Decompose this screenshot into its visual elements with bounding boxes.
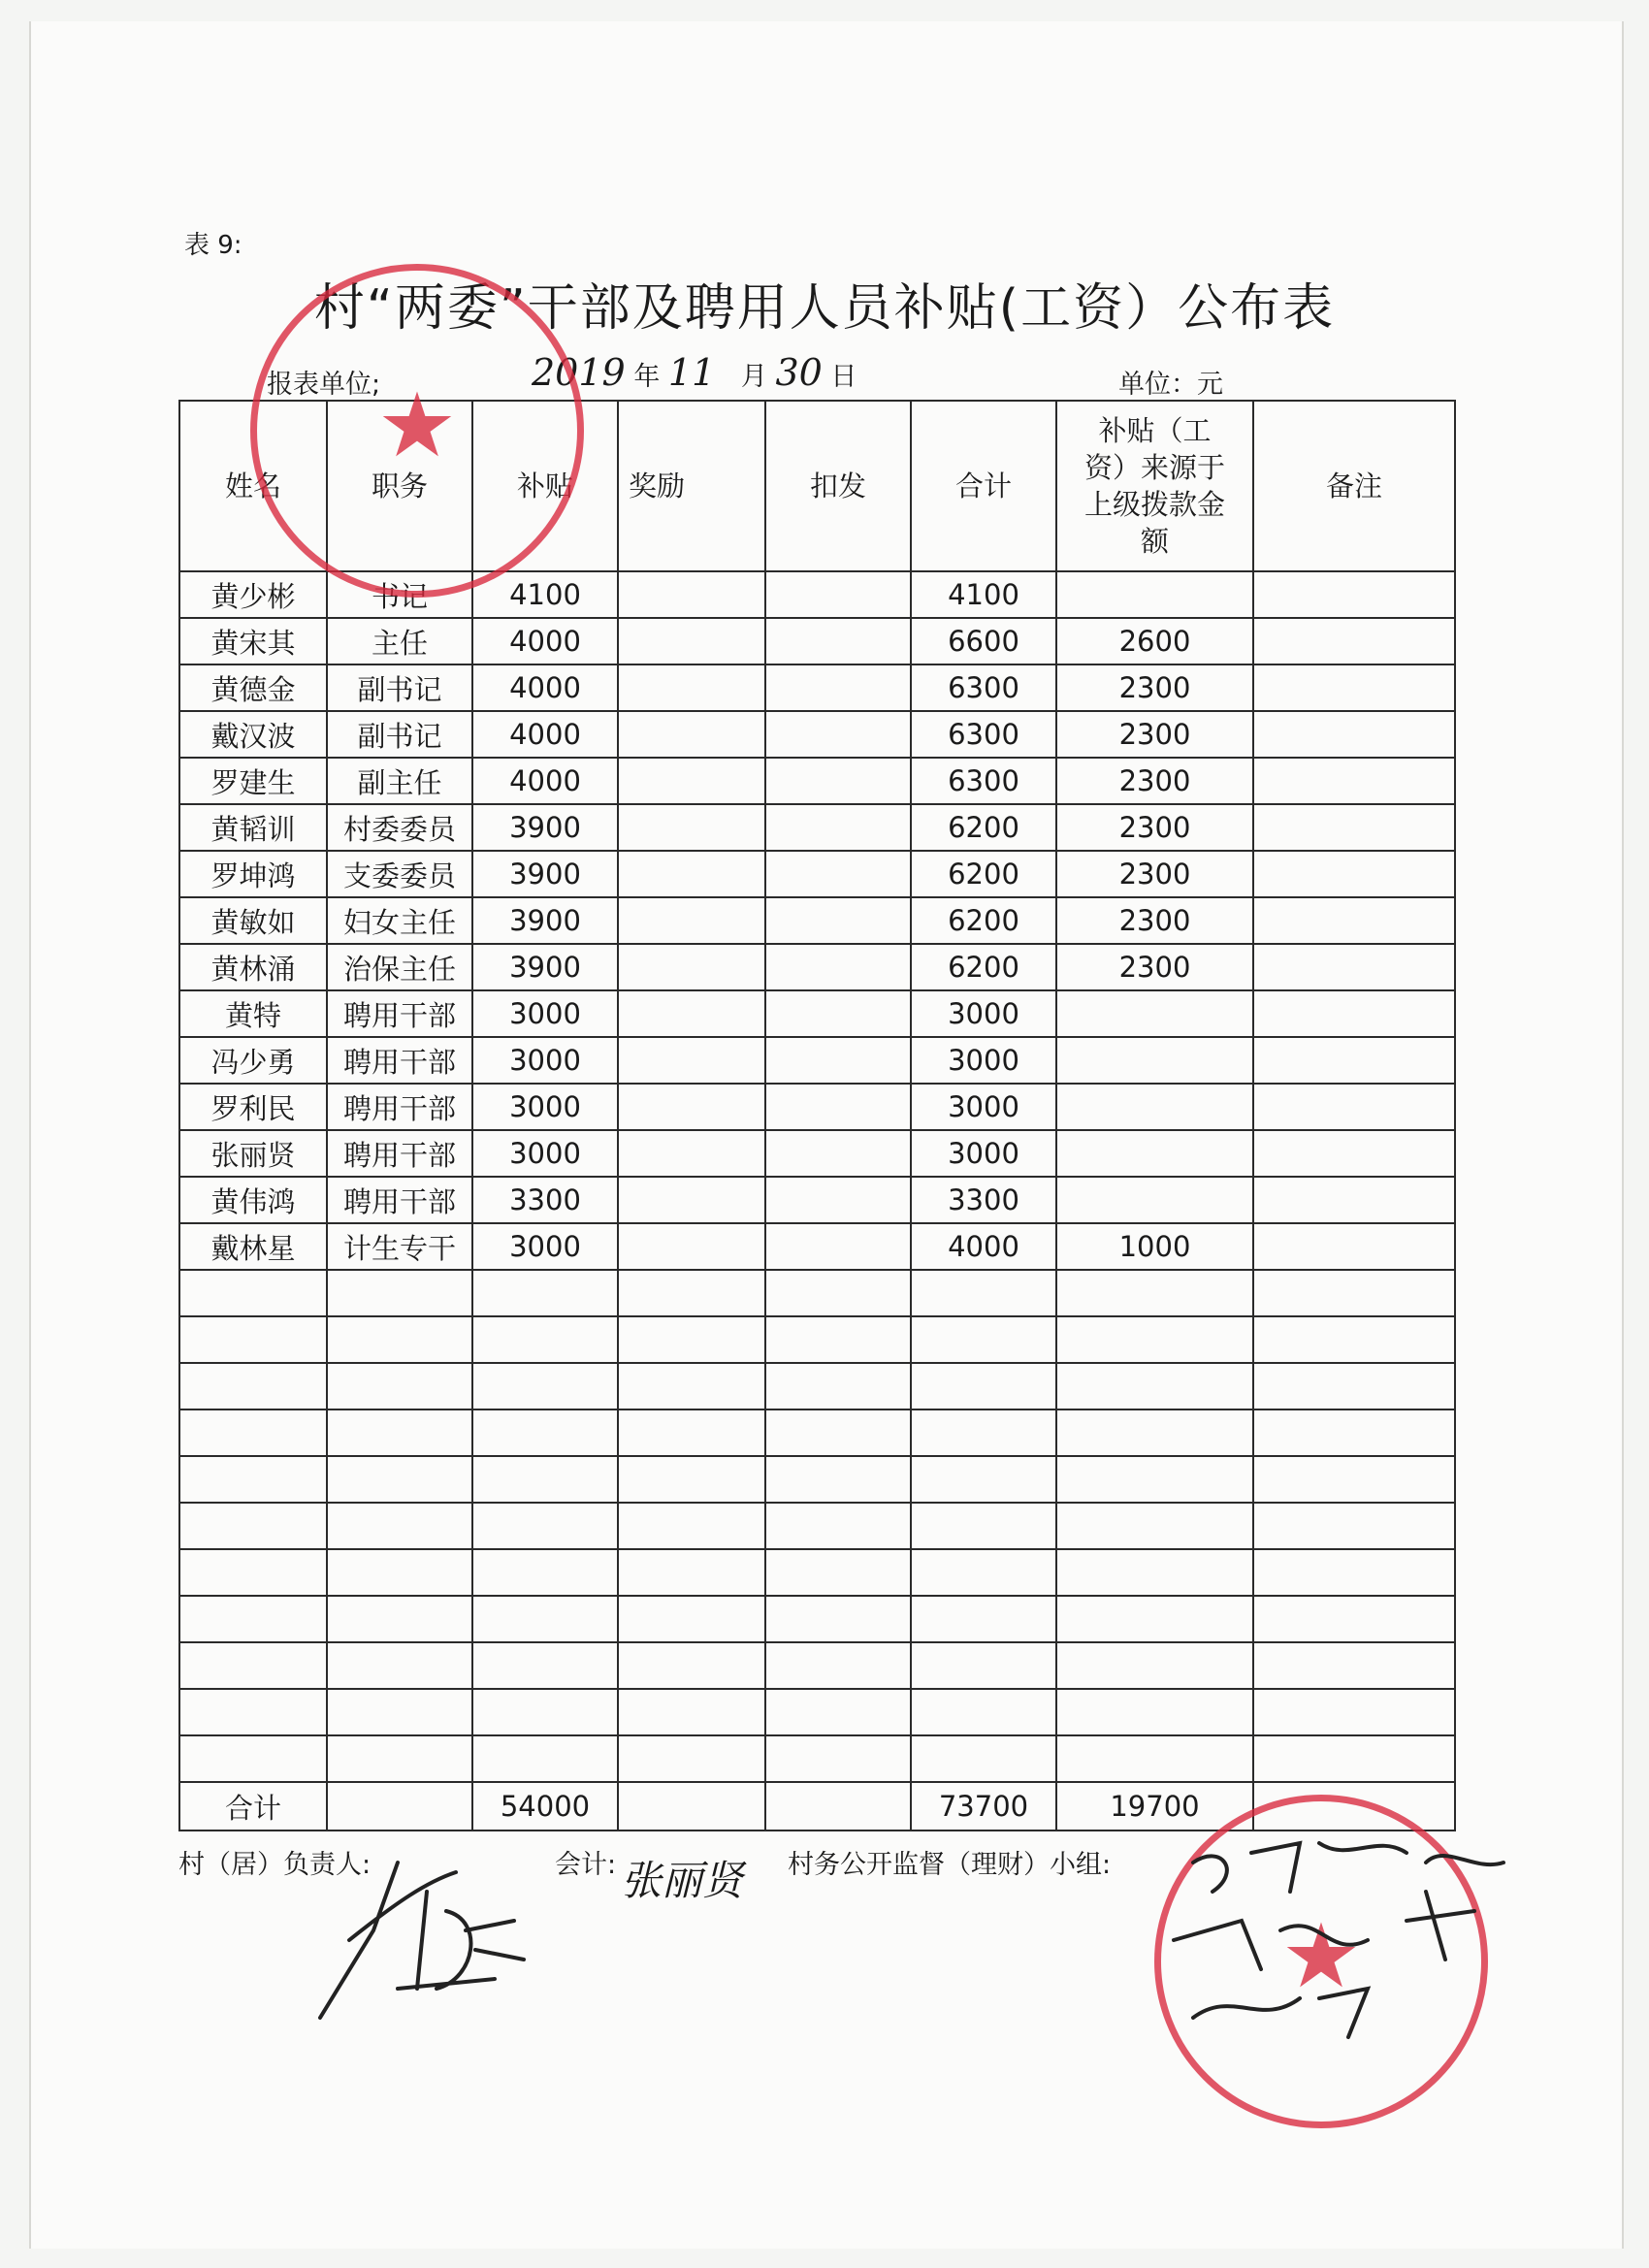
cell-deduct: [765, 571, 911, 618]
cell-deduct: [765, 711, 911, 758]
cell-upper-funding: [1056, 1130, 1253, 1177]
cell-upper-funding: 2300: [1056, 851, 1253, 897]
empty-cell: [179, 1270, 327, 1316]
cell-name: 黄宋其: [179, 618, 327, 664]
cell-subsidy: 3900: [472, 804, 618, 851]
table-row: [179, 804, 1455, 851]
cell-reward: [618, 1177, 765, 1223]
cell-upper-funding: 2300: [1056, 664, 1253, 711]
cell-role: 副书记: [327, 664, 472, 711]
cell-total: 4100: [911, 571, 1056, 618]
date-year-label: 年: [633, 362, 661, 392]
col-header-subsidy: 补贴: [472, 401, 618, 571]
cell-total: 3000: [911, 990, 1056, 1037]
cell-name: 戴林星: [179, 1223, 327, 1270]
empty-cell: [618, 1456, 765, 1503]
cell-total: 6200: [911, 804, 1056, 851]
empty-cell: [1056, 1735, 1253, 1782]
empty-cell: [1253, 1503, 1455, 1549]
cell-subsidy: 3300: [472, 1177, 618, 1223]
empty-cell: [327, 1456, 472, 1503]
empty-cell: [765, 1363, 911, 1409]
cell-note: [1253, 851, 1455, 897]
empty-cell: [1253, 1689, 1455, 1735]
cell-name: 黄敏如: [179, 897, 327, 944]
table-row: [179, 618, 1455, 664]
empty-cell: [1253, 1735, 1455, 1782]
cell-subsidy: 4000: [472, 711, 618, 758]
empty-row: [179, 1503, 1455, 1549]
cell-note: [1253, 944, 1455, 990]
date-day-label: 日: [830, 362, 857, 392]
empty-cell: [472, 1735, 618, 1782]
cell-upper-funding: 2600: [1056, 618, 1253, 664]
cell-role: 书记: [327, 571, 472, 618]
totals-upper-funding: 19700: [1056, 1782, 1253, 1831]
cell-deduct: [765, 897, 911, 944]
cell-reward: [618, 571, 765, 618]
cell-reward: [618, 897, 765, 944]
cell-reward: [618, 711, 765, 758]
empty-cell: [1056, 1689, 1253, 1735]
empty-cell: [618, 1363, 765, 1409]
cell-name: 黄林涌: [179, 944, 327, 990]
empty-cell: [472, 1549, 618, 1596]
col-header-upper-funding: 补贴（工资）来源于上级拨款金额: [1056, 401, 1253, 571]
cell-subsidy: 4000: [472, 758, 618, 804]
cell-reward: [618, 851, 765, 897]
empty-cell: [618, 1596, 765, 1642]
empty-cell: [1253, 1596, 1455, 1642]
cell-subsidy: 3900: [472, 851, 618, 897]
empty-cell: [1056, 1596, 1253, 1642]
cell-reward: [618, 990, 765, 1037]
seal-star-icon: ★: [1280, 1904, 1362, 2009]
cell-note: [1253, 758, 1455, 804]
cell-name: 黄韬训: [179, 804, 327, 851]
cell-name: 黄少彬: [179, 571, 327, 618]
table-row: [179, 1037, 1455, 1084]
cell-reward: [618, 1130, 765, 1177]
cell-note: [1253, 897, 1455, 944]
empty-row: [179, 1596, 1455, 1642]
totals-total: 73700: [911, 1782, 1056, 1831]
cell-total: 6600: [911, 618, 1056, 664]
cell-total: 6200: [911, 944, 1056, 990]
cell-total: 6200: [911, 851, 1056, 897]
empty-cell: [618, 1316, 765, 1363]
cell-upper-funding: 2300: [1056, 944, 1253, 990]
empty-cell: [472, 1642, 618, 1689]
empty-cell: [765, 1456, 911, 1503]
empty-cell: [1253, 1363, 1455, 1409]
empty-row: [179, 1549, 1455, 1596]
empty-cell: [765, 1735, 911, 1782]
empty-cell: [1056, 1642, 1253, 1689]
table-row: [179, 990, 1455, 1037]
cell-subsidy: 3000: [472, 1130, 618, 1177]
date-day: 30: [775, 351, 823, 394]
empty-cell: [1056, 1456, 1253, 1503]
empty-cell: [179, 1456, 327, 1503]
empty-cell: [765, 1316, 911, 1363]
empty-row: [179, 1316, 1455, 1363]
empty-cell: [618, 1735, 765, 1782]
empty-row: [179, 1270, 1455, 1316]
empty-cell: [1253, 1549, 1455, 1596]
cell-role: 治保主任: [327, 944, 472, 990]
empty-cell: [472, 1363, 618, 1409]
cell-upper-funding: [1056, 1177, 1253, 1223]
empty-cell: [911, 1642, 1056, 1689]
cell-reward: [618, 664, 765, 711]
cell-subsidy: 4100: [472, 571, 618, 618]
cell-total: 6200: [911, 897, 1056, 944]
cell-role: 副书记: [327, 711, 472, 758]
village-head-signature: [281, 1824, 534, 2037]
empty-cell: [618, 1409, 765, 1456]
cell-note: [1253, 571, 1455, 618]
cell-subsidy: 4000: [472, 618, 618, 664]
empty-cell: [1253, 1642, 1455, 1689]
empty-cell: [179, 1596, 327, 1642]
cell-total: 6300: [911, 711, 1056, 758]
empty-cell: [472, 1270, 618, 1316]
cell-upper-funding: [1056, 571, 1253, 618]
empty-cell: [1056, 1316, 1253, 1363]
empty-cell: [472, 1689, 618, 1735]
empty-cell: [911, 1409, 1056, 1456]
empty-cell: [327, 1642, 472, 1689]
col-header-reward: 奖励: [618, 401, 765, 571]
cell-reward: [618, 1037, 765, 1084]
accountant-label: 会计:: [555, 1850, 617, 1880]
cell-name: 黄伟鸿: [179, 1177, 327, 1223]
cell-note: [1253, 711, 1455, 758]
supervision-label: 村务公开监督（理财）小组:: [788, 1850, 1112, 1880]
cell-reward: [618, 804, 765, 851]
cell-note: [1253, 1223, 1455, 1270]
empty-cell: [765, 1270, 911, 1316]
empty-cell: [179, 1689, 327, 1735]
empty-row: [179, 1642, 1455, 1689]
cell-name: 罗建生: [179, 758, 327, 804]
empty-cell: [472, 1503, 618, 1549]
totals-label: 合计: [179, 1782, 327, 1831]
empty-cell: [327, 1409, 472, 1456]
cell-subsidy: 4000: [472, 664, 618, 711]
empty-cell: [327, 1316, 472, 1363]
cell-deduct: [765, 758, 911, 804]
empty-cell: [472, 1409, 618, 1456]
cell-subsidy: 3000: [472, 990, 618, 1037]
empty-row: [179, 1456, 1455, 1503]
empty-cell: [327, 1503, 472, 1549]
cell-upper-funding: 2300: [1056, 804, 1253, 851]
empty-cell: [179, 1409, 327, 1456]
empty-cell: [911, 1363, 1056, 1409]
col-header-role: 职务: [327, 401, 472, 571]
cell-reward: [618, 618, 765, 664]
empty-cell: [618, 1270, 765, 1316]
empty-row: [179, 1735, 1455, 1782]
table-row: [179, 1223, 1455, 1270]
empty-cell: [618, 1689, 765, 1735]
empty-cell: [911, 1689, 1056, 1735]
table-row: [179, 758, 1455, 804]
cell-deduct: [765, 1084, 911, 1130]
empty-cell: [911, 1503, 1056, 1549]
empty-cell: [765, 1596, 911, 1642]
cell-deduct: [765, 664, 911, 711]
empty-cell: [179, 1735, 327, 1782]
empty-row: [179, 1363, 1455, 1409]
cell-subsidy: 3900: [472, 897, 618, 944]
cell-name: 黄德金: [179, 664, 327, 711]
empty-cell: [911, 1316, 1056, 1363]
cell-role: 聘用干部: [327, 990, 472, 1037]
date-month: 11: [667, 351, 716, 394]
cell-name: 张丽贤: [179, 1130, 327, 1177]
empty-cell: [1253, 1456, 1455, 1503]
cell-note: [1253, 1130, 1455, 1177]
empty-cell: [1056, 1503, 1253, 1549]
cell-note: [1253, 990, 1455, 1037]
empty-cell: [327, 1596, 472, 1642]
supervision-signatures: [1154, 1804, 1542, 2047]
cell-upper-funding: 2300: [1056, 711, 1253, 758]
table-row: [179, 1084, 1455, 1130]
cell-reward: [618, 1084, 765, 1130]
cell-deduct: [765, 1177, 911, 1223]
empty-cell: [618, 1549, 765, 1596]
cell-total: 3000: [911, 1130, 1056, 1177]
cell-deduct: [765, 851, 911, 897]
cell-role: 妇女主任: [327, 897, 472, 944]
cell-note: [1253, 618, 1455, 664]
cell-role: 聘用干部: [327, 1177, 472, 1223]
empty-cell: [327, 1689, 472, 1735]
cell-name: 罗利民: [179, 1084, 327, 1130]
page-title: 村“两委”干部及聘用人员补贴(工资）公布表: [313, 279, 1336, 338]
table-row: [179, 664, 1455, 711]
date-year: 2019: [532, 351, 626, 394]
cell-total: 3000: [911, 1084, 1056, 1130]
cell-name: 黄特: [179, 990, 327, 1037]
empty-cell: [327, 1735, 472, 1782]
empty-cell: [765, 1642, 911, 1689]
empty-cell: [911, 1270, 1056, 1316]
empty-cell: [765, 1409, 911, 1456]
empty-cell: [472, 1316, 618, 1363]
empty-cell: [1056, 1363, 1253, 1409]
cell-upper-funding: [1056, 990, 1253, 1037]
empty-cell: [472, 1456, 618, 1503]
empty-cell: [179, 1549, 327, 1596]
empty-cell: [1056, 1409, 1253, 1456]
table-row: [179, 851, 1455, 897]
empty-cell: [911, 1549, 1056, 1596]
cell-deduct: [765, 990, 911, 1037]
cell-reward: [618, 758, 765, 804]
cell-upper-funding: [1056, 1037, 1253, 1084]
empty-cell: [1253, 1270, 1455, 1316]
empty-cell: [911, 1596, 1056, 1642]
cell-deduct: [765, 1130, 911, 1177]
table-row: [179, 944, 1455, 990]
cell-total: 6300: [911, 664, 1056, 711]
cell-upper-funding: 1000: [1056, 1223, 1253, 1270]
empty-cell: [327, 1270, 472, 1316]
empty-cell: [1253, 1409, 1455, 1456]
table-row: [179, 897, 1455, 944]
report-unit-label: 报表单位;: [267, 370, 381, 400]
cell-subsidy: 3000: [472, 1084, 618, 1130]
cell-subsidy: 3900: [472, 944, 618, 990]
cell-subsidy: 3000: [472, 1223, 618, 1270]
cell-upper-funding: [1056, 1084, 1253, 1130]
empty-cell: [1056, 1270, 1253, 1316]
table-row: [179, 1177, 1455, 1223]
empty-cell: [911, 1735, 1056, 1782]
col-header-total: 合计: [911, 401, 1056, 571]
cell-note: [1253, 804, 1455, 851]
cell-name: 罗坤鸿: [179, 851, 327, 897]
col-header-deduct: 扣发: [765, 401, 911, 571]
empty-row: [179, 1689, 1455, 1735]
empty-cell: [327, 1363, 472, 1409]
empty-cell: [179, 1642, 327, 1689]
empty-cell: [765, 1549, 911, 1596]
cell-total: 3300: [911, 1177, 1056, 1223]
totals-subsidy: 54000: [472, 1782, 618, 1831]
empty-row: [179, 1409, 1455, 1456]
empty-cell: [1253, 1316, 1455, 1363]
cell-note: [1253, 1084, 1455, 1130]
cell-note: [1253, 1177, 1455, 1223]
report-date: [532, 351, 857, 394]
cell-role: 计生专干: [327, 1223, 472, 1270]
col-header-name: 姓名: [179, 401, 327, 571]
cell-deduct: [765, 1037, 911, 1084]
accountant-signature: 张丽贤: [621, 1857, 744, 1904]
empty-cell: [179, 1503, 327, 1549]
table-row: [179, 1130, 1455, 1177]
subsidy-table: [178, 400, 1456, 1831]
cell-reward: [618, 944, 765, 990]
seal-star-icon: ★: [376, 373, 458, 478]
empty-cell: [1056, 1549, 1253, 1596]
cell-role: 村委委员: [327, 804, 472, 851]
cell-total: 3000: [911, 1037, 1056, 1084]
empty-cell: [472, 1596, 618, 1642]
cell-subsidy: 3000: [472, 1037, 618, 1084]
empty-cell: [618, 1503, 765, 1549]
empty-cell: [179, 1316, 327, 1363]
cell-role: 聘用干部: [327, 1130, 472, 1177]
cell-name: 戴汉波: [179, 711, 327, 758]
empty-cell: [765, 1503, 911, 1549]
empty-cell: [765, 1689, 911, 1735]
cell-role: 主任: [327, 618, 472, 664]
cell-deduct: [765, 1223, 911, 1270]
cell-deduct: [765, 618, 911, 664]
cell-role: 聘用干部: [327, 1084, 472, 1130]
form-number: 表 9:: [184, 231, 242, 260]
cell-deduct: [765, 804, 911, 851]
unit-label: 单位：元: [1118, 370, 1223, 400]
col-header-note: 备注: [1253, 401, 1455, 571]
cell-upper-funding: 2300: [1056, 758, 1253, 804]
totals-reward: [618, 1782, 765, 1831]
official-seal-top: [250, 264, 584, 598]
cell-role: 聘用干部: [327, 1037, 472, 1084]
empty-cell: [327, 1549, 472, 1596]
cell-total: 6300: [911, 758, 1056, 804]
empty-cell: [618, 1642, 765, 1689]
cell-deduct: [765, 944, 911, 990]
table-row: [179, 711, 1455, 758]
cell-upper-funding: 2300: [1056, 897, 1253, 944]
cell-reward: [618, 1223, 765, 1270]
cell-role: 支委委员: [327, 851, 472, 897]
empty-cell: [179, 1363, 327, 1409]
cell-note: [1253, 1037, 1455, 1084]
totals-deduct: [765, 1782, 911, 1831]
empty-cell: [911, 1456, 1056, 1503]
cell-note: [1253, 664, 1455, 711]
date-month-label: 月: [740, 362, 767, 392]
cell-name: 冯少勇: [179, 1037, 327, 1084]
village-head-label: 村（居）负责人:: [178, 1850, 372, 1880]
cell-role: 副主任: [327, 758, 472, 804]
cell-total: 4000: [911, 1223, 1056, 1270]
